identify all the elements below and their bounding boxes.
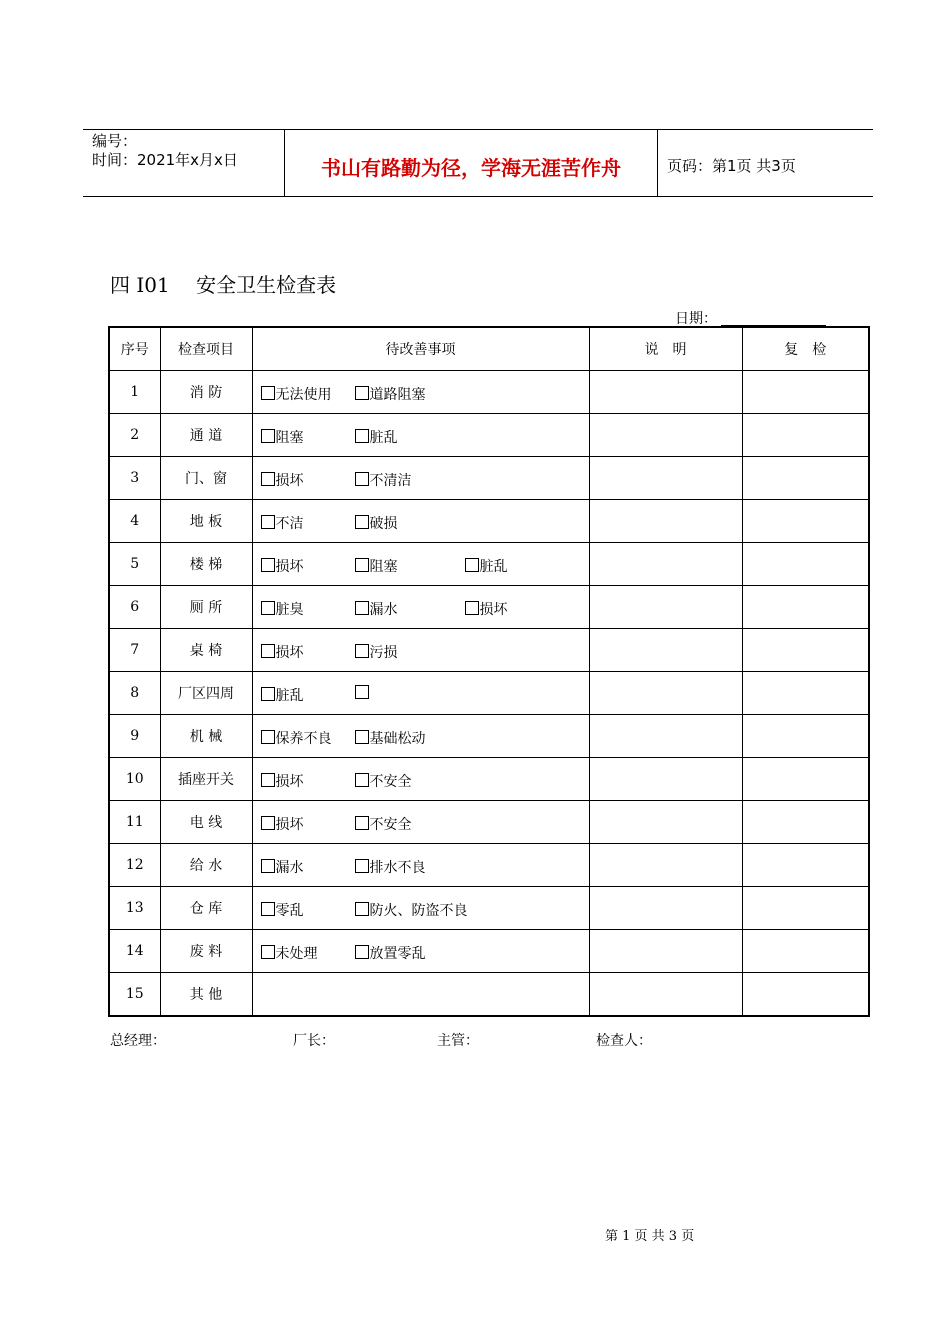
row-notes-cell[interactable] bbox=[589, 672, 742, 715]
issue-option[interactable] bbox=[355, 857, 426, 877]
issue-label: 破损 bbox=[369, 516, 398, 532]
issue-label: 损坏 bbox=[479, 602, 508, 618]
table-row bbox=[109, 543, 869, 586]
table-row bbox=[109, 973, 869, 1017]
table-row bbox=[109, 887, 869, 930]
col-header-issues: 待改善事项 bbox=[252, 327, 589, 371]
table-row bbox=[109, 629, 869, 672]
row-recheck-cell[interactable] bbox=[742, 672, 869, 715]
table-row bbox=[109, 758, 869, 801]
row-recheck-cell[interactable] bbox=[742, 973, 869, 1017]
row-recheck-cell[interactable] bbox=[742, 500, 869, 543]
checkbox-icon[interactable] bbox=[261, 945, 275, 959]
col-header-notes: 说 明 bbox=[589, 327, 742, 371]
issue-label: 放置零乱 bbox=[369, 946, 426, 962]
row-issues bbox=[252, 973, 589, 1017]
checkbox-icon[interactable] bbox=[261, 730, 275, 744]
issue-option[interactable] bbox=[355, 771, 412, 791]
checkbox-icon[interactable] bbox=[261, 601, 275, 615]
row-number: 6 bbox=[109, 586, 160, 629]
header-bottom-rule bbox=[83, 196, 873, 197]
issue-label: 不安全 bbox=[369, 774, 412, 790]
row-recheck-cell[interactable] bbox=[742, 715, 869, 758]
row-issues bbox=[252, 801, 589, 844]
row-number: 15 bbox=[109, 973, 160, 1017]
issue-option[interactable] bbox=[261, 556, 304, 576]
row-issues bbox=[252, 758, 589, 801]
row-notes-cell[interactable] bbox=[589, 371, 742, 414]
row-number: 10 bbox=[109, 758, 160, 801]
issue-label: 基础松动 bbox=[369, 731, 426, 747]
row-recheck-cell[interactable] bbox=[742, 758, 869, 801]
row-recheck-cell[interactable] bbox=[742, 930, 869, 973]
serial-label: 编号： bbox=[92, 132, 138, 150]
checkbox-icon[interactable] bbox=[465, 601, 479, 615]
issue-option[interactable] bbox=[261, 384, 332, 404]
time-label: 时间：2021年x月x日 bbox=[92, 151, 238, 169]
issue-label: 脏臭 bbox=[275, 602, 304, 618]
issue-option[interactable] bbox=[355, 470, 412, 490]
checkbox-icon[interactable] bbox=[261, 515, 275, 529]
issue-option[interactable] bbox=[261, 943, 318, 963]
row-item: 电 线 bbox=[160, 801, 252, 844]
issue-label: 阻塞 bbox=[275, 430, 304, 446]
row-number: 8 bbox=[109, 672, 160, 715]
row-notes-cell[interactable] bbox=[589, 844, 742, 887]
form-title: 四 I01 安全卫生检查表 bbox=[110, 273, 337, 297]
row-notes-cell[interactable] bbox=[589, 543, 742, 586]
checkbox-icon[interactable] bbox=[261, 472, 275, 486]
issue-label: 漏水 bbox=[369, 602, 398, 618]
issue-label: 污损 bbox=[369, 645, 398, 661]
row-item: 仓 库 bbox=[160, 887, 252, 930]
issue-option[interactable] bbox=[261, 685, 304, 705]
issue-label: 漏水 bbox=[275, 860, 304, 876]
table-row bbox=[109, 457, 869, 500]
row-notes-cell[interactable] bbox=[589, 930, 742, 973]
checkbox-icon[interactable] bbox=[261, 386, 275, 400]
row-number: 14 bbox=[109, 930, 160, 973]
issue-label: 损坏 bbox=[275, 559, 304, 575]
checkbox-icon[interactable] bbox=[355, 685, 369, 699]
table-row bbox=[109, 414, 869, 457]
table-row bbox=[109, 371, 869, 414]
issue-label: 未处理 bbox=[275, 946, 318, 962]
issue-option[interactable] bbox=[355, 900, 468, 920]
checkbox-icon[interactable] bbox=[261, 902, 275, 916]
checkbox-icon[interactable] bbox=[355, 644, 369, 658]
row-recheck-cell[interactable] bbox=[742, 371, 869, 414]
row-issues bbox=[252, 457, 589, 500]
issue-label: 损坏 bbox=[275, 645, 304, 661]
issue-option[interactable] bbox=[261, 599, 304, 619]
row-number: 1 bbox=[109, 371, 160, 414]
row-notes-cell[interactable] bbox=[589, 629, 742, 672]
row-number: 7 bbox=[109, 629, 160, 672]
row-item: 其 他 bbox=[160, 973, 252, 1017]
checkbox-icon[interactable] bbox=[355, 429, 369, 443]
issue-label: 阻塞 bbox=[369, 559, 398, 575]
row-recheck-cell[interactable] bbox=[742, 887, 869, 930]
row-notes-cell[interactable] bbox=[589, 758, 742, 801]
issue-option[interactable] bbox=[355, 427, 398, 447]
row-recheck-cell[interactable] bbox=[742, 844, 869, 887]
row-item: 机 械 bbox=[160, 715, 252, 758]
checkbox-icon[interactable] bbox=[261, 859, 275, 873]
row-item: 厂区四周 bbox=[160, 672, 252, 715]
checkbox-icon[interactable] bbox=[355, 773, 369, 787]
checkbox-icon[interactable] bbox=[261, 558, 275, 572]
sig-factory: 厂长： bbox=[293, 1033, 335, 1049]
row-number: 11 bbox=[109, 801, 160, 844]
issue-option[interactable] bbox=[261, 427, 304, 447]
issue-label: 无法使用 bbox=[275, 387, 332, 403]
header-top-rule bbox=[83, 129, 873, 130]
header-meta bbox=[92, 132, 238, 170]
checkbox-icon[interactable] bbox=[465, 558, 479, 572]
table-row bbox=[109, 500, 869, 543]
issue-label: 损坏 bbox=[275, 817, 304, 833]
checkbox-icon[interactable] bbox=[355, 859, 369, 873]
row-issues bbox=[252, 887, 589, 930]
row-item: 桌 椅 bbox=[160, 629, 252, 672]
issue-option[interactable] bbox=[355, 642, 398, 662]
row-recheck-cell[interactable] bbox=[742, 543, 869, 586]
issue-option[interactable] bbox=[261, 771, 304, 791]
issue-label: 不洁 bbox=[275, 516, 304, 532]
issue-option[interactable] bbox=[355, 943, 426, 963]
row-number: 9 bbox=[109, 715, 160, 758]
row-notes-cell[interactable] bbox=[589, 887, 742, 930]
issue-label: 不安全 bbox=[369, 817, 412, 833]
issue-label: 保养不良 bbox=[275, 731, 332, 747]
table-row bbox=[109, 586, 869, 629]
row-notes-cell[interactable] bbox=[589, 500, 742, 543]
issue-option[interactable] bbox=[465, 599, 508, 619]
checkbox-icon[interactable] bbox=[355, 730, 369, 744]
issue-label: 零乱 bbox=[275, 903, 304, 919]
checkbox-icon[interactable] bbox=[355, 472, 369, 486]
row-notes-cell[interactable] bbox=[589, 586, 742, 629]
row-recheck-cell[interactable] bbox=[742, 414, 869, 457]
row-number: 13 bbox=[109, 887, 160, 930]
issue-option[interactable] bbox=[261, 814, 304, 834]
issue-option[interactable] bbox=[355, 556, 398, 576]
checkbox-icon[interactable] bbox=[261, 816, 275, 830]
col-header-item: 检查项目 bbox=[160, 327, 252, 371]
row-issues bbox=[252, 930, 589, 973]
issue-label: 排水不良 bbox=[369, 860, 426, 876]
issue-option[interactable] bbox=[261, 642, 304, 662]
table-row bbox=[109, 844, 869, 887]
issue-label: 脏乱 bbox=[369, 430, 398, 446]
sig-supervisor: 主管： bbox=[437, 1033, 479, 1049]
row-recheck-cell[interactable] bbox=[742, 457, 869, 500]
issue-option[interactable] bbox=[355, 384, 426, 404]
issue-label: 防火、防盗不良 bbox=[369, 903, 468, 919]
issue-option[interactable] bbox=[261, 470, 304, 490]
col-header-no: 序号 bbox=[109, 327, 160, 371]
checkbox-icon[interactable] bbox=[355, 558, 369, 572]
row-notes-cell[interactable] bbox=[589, 457, 742, 500]
issue-label: 脏乱 bbox=[479, 559, 508, 575]
checkbox-icon[interactable] bbox=[261, 429, 275, 443]
row-issues bbox=[252, 586, 589, 629]
row-issues bbox=[252, 414, 589, 457]
row-notes-cell[interactable] bbox=[589, 973, 742, 1017]
issue-option[interactable] bbox=[355, 728, 426, 748]
inspection-table bbox=[108, 326, 870, 1017]
issue-label: 脏乱 bbox=[275, 688, 304, 704]
row-item: 楼 梯 bbox=[160, 543, 252, 586]
header-motto: 书山有路勤为径，学海无涯苦作舟 bbox=[321, 156, 621, 180]
sig-gm: 总经理： bbox=[110, 1033, 166, 1049]
header-page-label: 页码：第1页 共3页 bbox=[667, 157, 796, 175]
checkbox-icon[interactable] bbox=[261, 773, 275, 787]
row-notes-cell[interactable] bbox=[589, 414, 742, 457]
row-issues bbox=[252, 543, 589, 586]
row-item: 插座开关 bbox=[160, 758, 252, 801]
date-label: 日期： bbox=[675, 311, 717, 327]
issue-option[interactable] bbox=[261, 513, 304, 533]
row-item: 门、窗 bbox=[160, 457, 252, 500]
issue-option[interactable] bbox=[261, 900, 304, 920]
row-notes-cell[interactable] bbox=[589, 801, 742, 844]
issue-option[interactable] bbox=[261, 857, 304, 877]
checkbox-icon[interactable] bbox=[355, 945, 369, 959]
row-item: 消 防 bbox=[160, 371, 252, 414]
row-item: 厕 所 bbox=[160, 586, 252, 629]
sig-inspector: 检查人： bbox=[596, 1033, 652, 1049]
row-issues bbox=[252, 629, 589, 672]
row-number: 5 bbox=[109, 543, 160, 586]
row-issues bbox=[252, 715, 589, 758]
issue-option[interactable] bbox=[355, 513, 398, 533]
row-number: 3 bbox=[109, 457, 160, 500]
issue-label: 损坏 bbox=[275, 473, 304, 489]
issue-label: 道路阻塞 bbox=[369, 387, 426, 403]
row-issues bbox=[252, 500, 589, 543]
issue-option[interactable] bbox=[355, 599, 398, 619]
checkbox-icon[interactable] bbox=[261, 644, 275, 658]
row-number: 2 bbox=[109, 414, 160, 457]
row-issues bbox=[252, 371, 589, 414]
table-row bbox=[109, 715, 869, 758]
checkbox-icon[interactable] bbox=[355, 816, 369, 830]
checkbox-icon[interactable] bbox=[261, 687, 275, 701]
issue-option[interactable] bbox=[261, 728, 332, 748]
checkbox-icon[interactable] bbox=[355, 386, 369, 400]
row-item: 给 水 bbox=[160, 844, 252, 887]
checkbox-icon[interactable] bbox=[355, 902, 369, 916]
issue-option[interactable] bbox=[465, 556, 508, 576]
table-row bbox=[109, 801, 869, 844]
issue-option[interactable] bbox=[355, 685, 370, 702]
issue-label: 损坏 bbox=[275, 774, 304, 790]
checkbox-icon[interactable] bbox=[355, 601, 369, 615]
row-recheck-cell[interactable] bbox=[742, 586, 869, 629]
col-header-recheck: 复 检 bbox=[742, 327, 869, 371]
table-body bbox=[109, 371, 869, 1017]
table-row bbox=[109, 930, 869, 973]
issue-option[interactable] bbox=[355, 814, 412, 834]
footer-page: 第 1 页 共 3 页 bbox=[605, 1229, 695, 1244]
checkbox-icon[interactable] bbox=[355, 515, 369, 529]
row-notes-cell[interactable] bbox=[589, 715, 742, 758]
row-issues bbox=[252, 844, 589, 887]
row-number: 4 bbox=[109, 500, 160, 543]
table-header-row bbox=[109, 327, 869, 371]
row-item: 地 板 bbox=[160, 500, 252, 543]
row-number: 12 bbox=[109, 844, 160, 887]
row-issues bbox=[252, 672, 589, 715]
row-recheck-cell[interactable] bbox=[742, 629, 869, 672]
issue-label: 不清洁 bbox=[369, 473, 412, 489]
table-row bbox=[109, 672, 869, 715]
row-recheck-cell[interactable] bbox=[742, 801, 869, 844]
row-item: 废 料 bbox=[160, 930, 252, 973]
header-divider-right bbox=[657, 129, 658, 197]
row-item: 通 道 bbox=[160, 414, 252, 457]
